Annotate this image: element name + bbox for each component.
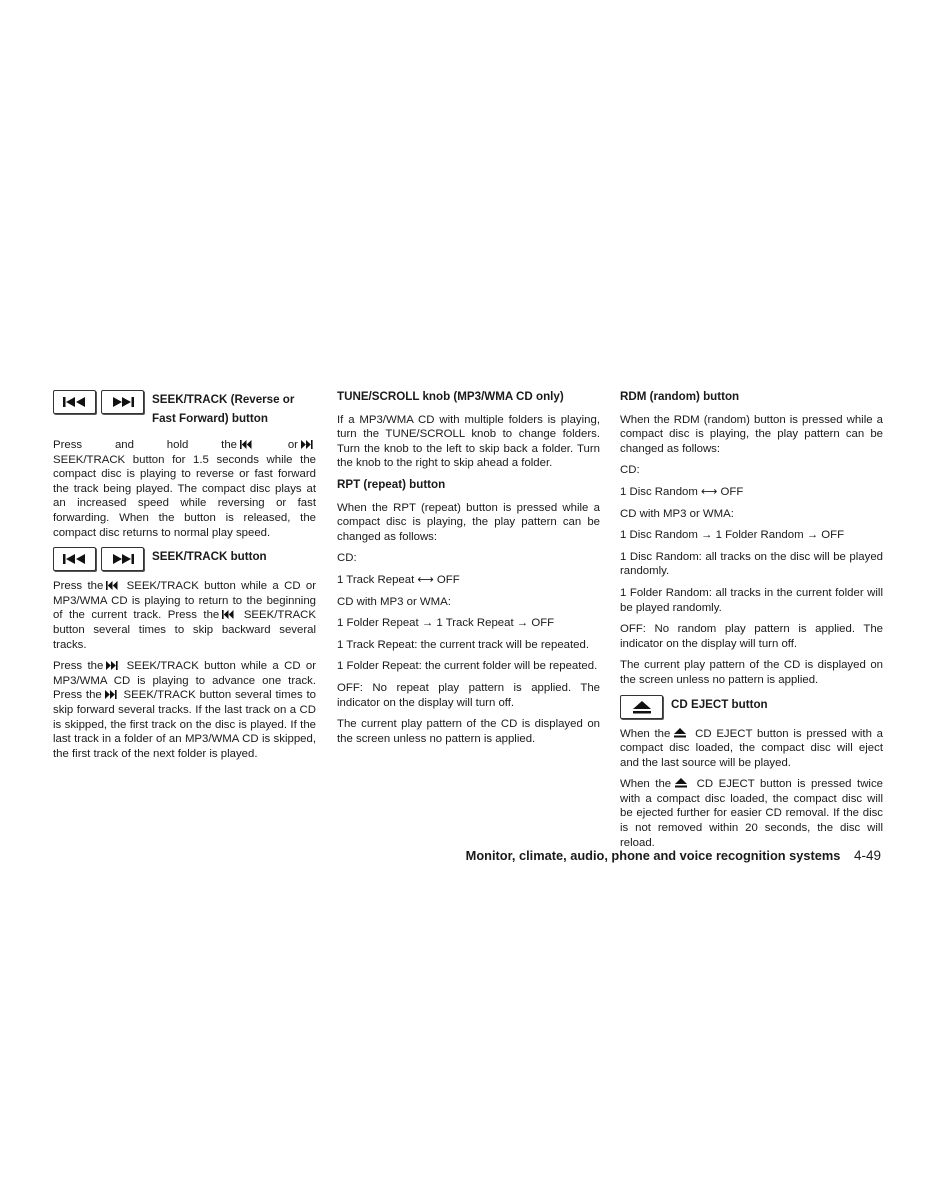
- heading-cd-eject: CD EJECT button: [671, 697, 768, 711]
- skip-back-icon: [240, 440, 252, 449]
- skip-forward-icon: [110, 553, 136, 565]
- skip-back-icon: [106, 581, 118, 590]
- eject-icon: [673, 728, 687, 738]
- justified-first-line: [53, 438, 316, 453]
- skip-forward-icon: [301, 440, 313, 449]
- paragraph: 1 Track Repeat: the current track will be repeated.: [337, 638, 589, 651]
- text: Press the: [53, 660, 104, 673]
- heading-tune-scroll: TUNE/SCROLL knob (MP3/WMA CD only): [337, 390, 564, 403]
- cd-eject-button-illustration: [620, 695, 883, 719]
- seek-back-button-graphic: [53, 390, 96, 414]
- skip-forward-icon: [110, 396, 136, 408]
- skip-forward-icon: [105, 690, 117, 699]
- paragraph: 1 Track Repeat ⟷ OFF: [337, 573, 460, 586]
- skip-back-icon: [222, 610, 234, 619]
- paragraph: 1 Disc Random: all tracks on the disc will be played randomly.: [620, 550, 883, 578]
- paragraph: CD with MP3 or WMA:: [337, 595, 451, 608]
- section-title: Monitor, climate, audio, phone and voice recognition systems: [465, 848, 841, 863]
- text: SEEK/TRACK button several times to skip forward several tracks. If the last track on a CD is skipped, the first track on the disc is played. If the last track in a folder of an MP3/WMA CD is skipped, the first track of the next folder is played.: [53, 689, 316, 760]
- text: When the: [620, 727, 671, 740]
- text: CD EJECT button is pressed with a compact disc loaded, the compact disc will eject and the last source will be played.: [620, 727, 883, 769]
- column-3: [620, 390, 883, 857]
- text: SEEK/TRACK button while a CD or MP3/WMA CD is playing to advance one track. Press the: [53, 660, 317, 702]
- column-1: [53, 390, 316, 768]
- page-number: 4-49: [853, 848, 881, 863]
- paragraph: If a MP3/WMA CD with multiple folders is playing, turn the TUNE/SCROLL knob to change folders. Turn the knob to the left to skip back a folder. Turn the knob to the right to skip ahead a folder.: [337, 413, 600, 470]
- text: SEEK/TRACK button while a CD or MP3/WMA CD is playing to return to the beginning of the current track. Press the: [53, 580, 317, 622]
- paragraph-text: SEEK/TRACK button for 1.5 seconds while the compact disc is playing to reverse or fast forward the track being played. The compact disc plays at an increased speed while reversing or fast forwarding. When the button is released, the compact disc returns to normal play speed.: [53, 453, 316, 539]
- column-2: [337, 390, 600, 753]
- heading-rdm: RDM (random) button: [620, 390, 740, 403]
- text: SEEK/TRACK button several times to skip backward several tracks.: [53, 609, 316, 651]
- skip-back-icon: [62, 553, 88, 565]
- seek-forward-button-graphic: [101, 547, 144, 571]
- text: CD EJECT button is pressed twice with a compact disc loaded, the compact disc will be ejected further for easier CD removal. If the disc is not removed within 20 seconds, the disc will reload.: [620, 778, 883, 849]
- paragraph: When the RDM (random) button is pressed while a compact disc is playing, the play pattern can be changed as follows:: [620, 413, 883, 455]
- paragraph: 1 Disc Random ⟷ OFF: [620, 485, 744, 498]
- heading-line-1: SEEK/TRACK (Reverse or: [152, 393, 295, 406]
- word-the: the: [221, 439, 238, 451]
- text: When the: [620, 778, 672, 791]
- page-footer: [466, 848, 881, 863]
- paragraph-seek-forward: [53, 659, 316, 761]
- word-and: and: [114, 439, 134, 451]
- paragraph: The current play pattern of the CD is displayed on the screen unless no pattern is applied.: [620, 659, 883, 686]
- paragraph: CD:: [620, 464, 640, 477]
- word-or: or: [287, 439, 298, 451]
- the-with-icon: [221, 438, 255, 453]
- paragraph: 1 Disc Random → 1 Folder Random → OFF: [620, 529, 845, 542]
- paragraph-seek-back: [53, 579, 316, 652]
- seek-forward-button-graphic: [101, 390, 144, 414]
- heading-line-2: Fast Forward) button: [152, 412, 268, 425]
- eject-icon: [674, 778, 688, 788]
- word-hold: hold: [166, 439, 189, 451]
- paragraph: OFF: No repeat play pattern is applied. The indicator on the display will turn off.: [337, 681, 600, 709]
- text: Press the: [53, 580, 104, 593]
- paragraph: 1 Folder Repeat → 1 Track Repeat → OFF: [337, 617, 555, 630]
- paragraph: 1 Folder Repeat: the current folder will be repeated.: [337, 660, 598, 673]
- skip-forward-icon: [106, 661, 118, 670]
- paragraph: 1 Folder Random: all tracks in the current folder will be played randomly.: [620, 586, 883, 614]
- paragraph-seek-hold: [53, 438, 316, 540]
- eject-icon: [632, 700, 652, 714]
- word-press: Press: [53, 439, 83, 451]
- paragraph: When the RPT (repeat) button is pressed while a compact disc is playing, the play pattern can be changed as follows:: [337, 501, 600, 543]
- paragraph-eject-twice: [620, 777, 883, 850]
- or-with-icon: [288, 438, 316, 453]
- seek-back-button-graphic: [53, 547, 96, 571]
- paragraph: The current play pattern of the CD is displayed on the screen unless no pattern is applied.: [337, 718, 600, 745]
- seek-track-button-illustration-2: [53, 547, 316, 571]
- heading-seek-track-reverse-ff: [152, 390, 294, 428]
- paragraph: CD:: [337, 552, 357, 565]
- heading-seek-track: SEEK/TRACK button: [152, 550, 267, 564]
- heading-rpt: RPT (repeat) button: [337, 477, 446, 491]
- paragraph: OFF: No random play pattern is applied. The indicator on the display will turn off.: [620, 623, 883, 650]
- seek-track-button-illustration: [53, 390, 316, 428]
- paragraph: CD with MP3 or WMA:: [620, 507, 734, 520]
- eject-button-graphic: [620, 695, 663, 719]
- skip-back-icon: [62, 396, 88, 408]
- paragraph-eject-once: [620, 727, 883, 771]
